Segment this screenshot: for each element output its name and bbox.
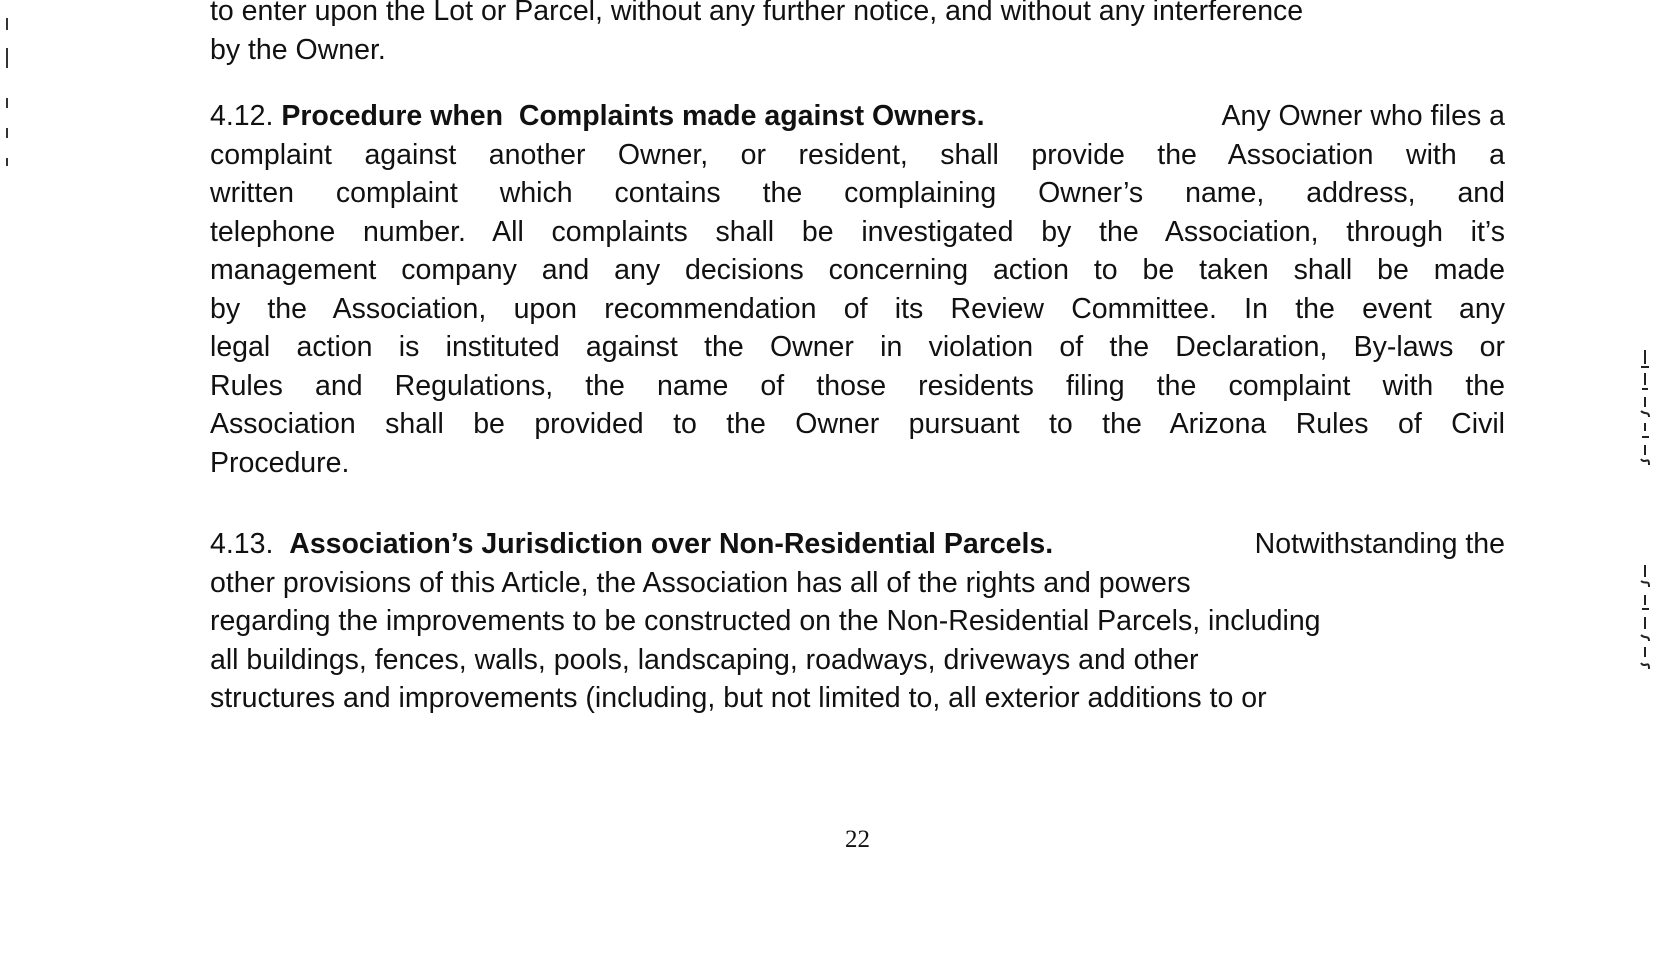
top-fragment <box>210 0 1505 69</box>
margin-mark <box>6 158 8 166</box>
margin-mark <box>6 18 8 30</box>
margin-mark <box>6 128 8 138</box>
text-line: complaint against another Owner, or resident, shall provide the Association with a <box>210 138 1505 171</box>
text-line: regarding the improvements to be constructed on the Non-Residential Parcels, including <box>210 605 1321 637</box>
section-heading: Procedure when Complaints made against Owners. <box>281 100 985 132</box>
text-line: Any Owner who files a <box>1221 100 1505 132</box>
section-4-12 <box>210 97 1505 482</box>
margin-scan-marks <box>1633 345 1657 685</box>
text-line: legal action is instituted against the Owner in violation of the Declaration, By-laws or <box>210 331 1505 363</box>
text-line: Association shall be provided to the Owner pursuant to the Arizona Rules of Civil <box>210 408 1505 440</box>
text-line: by the Association, upon recommendation of its Review Committee. In the event any <box>210 292 1505 325</box>
text-line: Procedure. <box>210 446 350 479</box>
text-line: written complaint which contains the complaining Owner’s name, address, and <box>210 177 1505 209</box>
section-heading: Association’s Jurisdiction over Non-Residential Parcels. <box>289 528 1054 560</box>
section-number: 4.12. <box>210 100 274 132</box>
text-line: telephone number. All complaints shall be investigated by the Association, through it’s <box>210 215 1505 248</box>
section-4-13 <box>210 525 1505 718</box>
page-number: 22 <box>845 826 870 853</box>
margin-mark <box>6 48 8 68</box>
section-heading-line <box>210 97 1505 136</box>
section-number: 4.13. <box>210 528 274 560</box>
text-line: to enter upon the Lot or Parcel, without any further notice, and without any interference <box>210 0 1304 27</box>
text-line: structures and improvements (including, but not limited to, all exterior additions to or <box>210 682 1267 714</box>
margin-mark <box>6 98 8 108</box>
text-line: Notwithstanding the <box>1254 528 1505 560</box>
text-line: other provisions of this Article, the Association has all of the rights and powers <box>210 566 1191 599</box>
section-heading-line <box>210 525 1505 564</box>
text-line: by the Owner. <box>210 33 386 66</box>
text-line: management company and any decisions concerning action to be taken shall be made <box>210 254 1505 286</box>
text-line: Rules and Regulations, the name of those residents filing the complaint with the <box>210 369 1505 402</box>
text-line: all buildings, fences, walls, pools, landscaping, roadways, driveways and other <box>210 643 1199 676</box>
